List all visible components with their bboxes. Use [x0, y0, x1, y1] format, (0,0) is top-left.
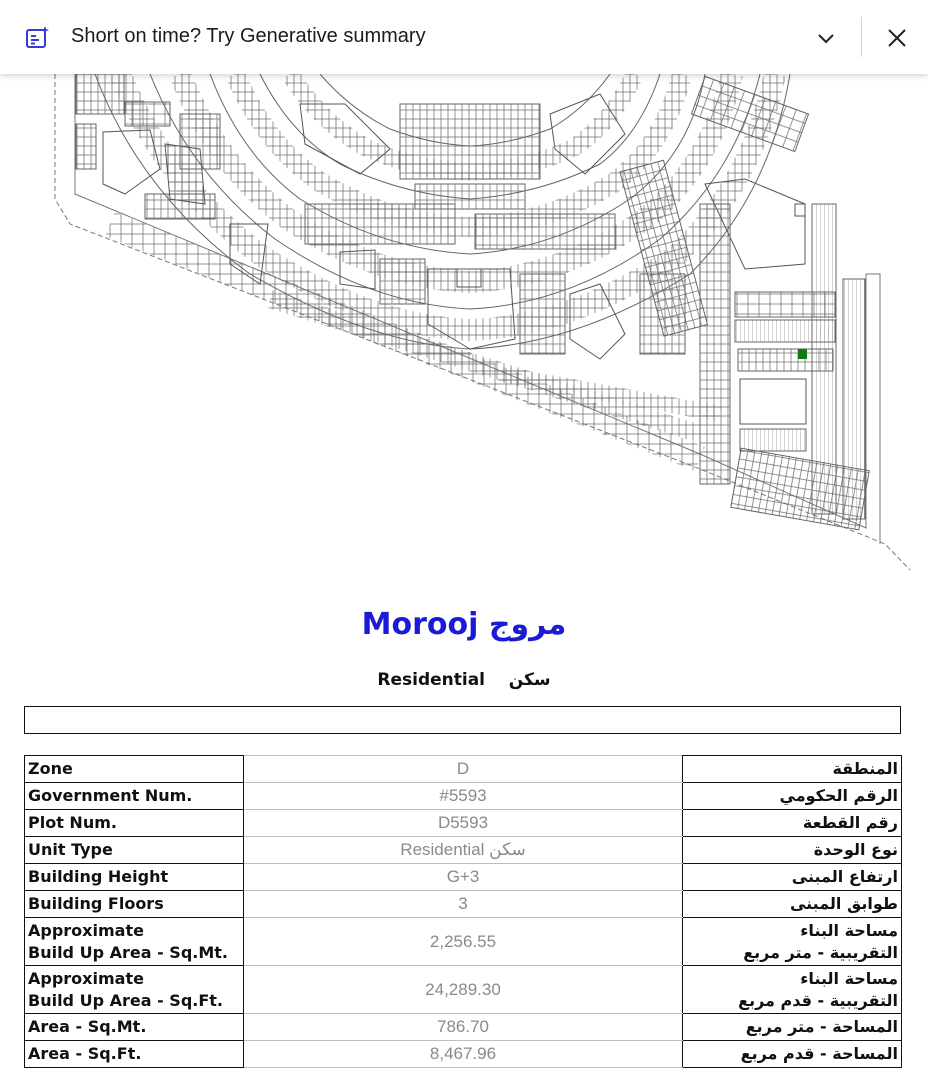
empty-header-row: [24, 706, 901, 734]
table-row: [25, 918, 902, 966]
spec-value: D5593: [244, 810, 683, 837]
spec-label-ar: رقم القطعة: [683, 810, 902, 837]
spec-label-ar: طوابق المبنى: [683, 891, 902, 918]
spec-value: #5593: [244, 783, 683, 810]
spec-label-en: Area - Sq.Mt.: [25, 1014, 244, 1041]
spec-label-en: Area - Sq.Ft.: [25, 1041, 244, 1068]
table-row: [25, 1041, 902, 1068]
table-row: [25, 1014, 902, 1041]
table-row: [25, 756, 902, 783]
spec-label-en: Government Num.: [25, 783, 244, 810]
spec-value: 24,289.30: [244, 966, 683, 1014]
master-plan-map: [0, 74, 928, 584]
highlighted-plot-marker[interactable]: [798, 349, 807, 359]
plot-specs-table: [24, 755, 902, 1068]
spec-label-en: Unit Type: [25, 837, 244, 864]
table-row: [25, 966, 902, 1014]
banner-divider: [861, 17, 862, 57]
table-row: [25, 810, 902, 837]
close-icon[interactable]: [885, 26, 909, 50]
generative-summary-banner: [0, 0, 928, 74]
spec-value: Residential سكن: [244, 837, 683, 864]
unit-type-ar: سكن: [508, 670, 551, 690]
spec-value: 3: [244, 891, 683, 918]
spec-label-ar: المنطقة: [683, 756, 902, 783]
project-title: [0, 607, 928, 642]
spec-label-en: Approximate Build Up Area - Sq.Ft.: [25, 966, 244, 1014]
table-row: [25, 891, 902, 918]
spec-label-ar: مساحة البناء التقريبية - متر مربع: [683, 918, 902, 966]
spec-label-ar: المساحة - قدم مربع: [683, 1041, 902, 1068]
spec-label-ar: المساحة - متر مربع: [683, 1014, 902, 1041]
spec-label-ar: نوع الوحدة: [683, 837, 902, 864]
spec-value: 2,256.55: [244, 918, 683, 966]
spec-value: D: [244, 756, 683, 783]
spec-label-en: Plot Num.: [25, 810, 244, 837]
project-title-ar: مروج: [488, 607, 567, 642]
generative-summary-icon[interactable]: [25, 25, 51, 51]
spec-label-ar: ارتفاع المبنى: [683, 864, 902, 891]
spec-label-en: Zone: [25, 756, 244, 783]
project-title-en: Morooj: [361, 607, 479, 642]
spec-value: 8,467.96: [244, 1041, 683, 1068]
table-row: [25, 864, 902, 891]
spec-value: 786.70: [244, 1014, 683, 1041]
table-row: [25, 783, 902, 810]
spec-label-en: Building Height: [25, 864, 244, 891]
spec-value: G+3: [244, 864, 683, 891]
chevron-down-icon[interactable]: [815, 27, 837, 49]
table-row: [25, 837, 902, 864]
spec-label-ar: الرقم الحكومي: [683, 783, 902, 810]
unit-type-heading: [0, 670, 928, 690]
spec-label-en: Building Floors: [25, 891, 244, 918]
unit-type-en: Residential: [377, 670, 486, 690]
spec-label-en: Approximate Build Up Area - Sq.Mt.: [25, 918, 244, 966]
spec-label-ar: مساحة البناء التقريبية - قدم مربع: [683, 966, 902, 1014]
banner-title[interactable]: Short on time? Try Generative summary: [71, 25, 426, 47]
